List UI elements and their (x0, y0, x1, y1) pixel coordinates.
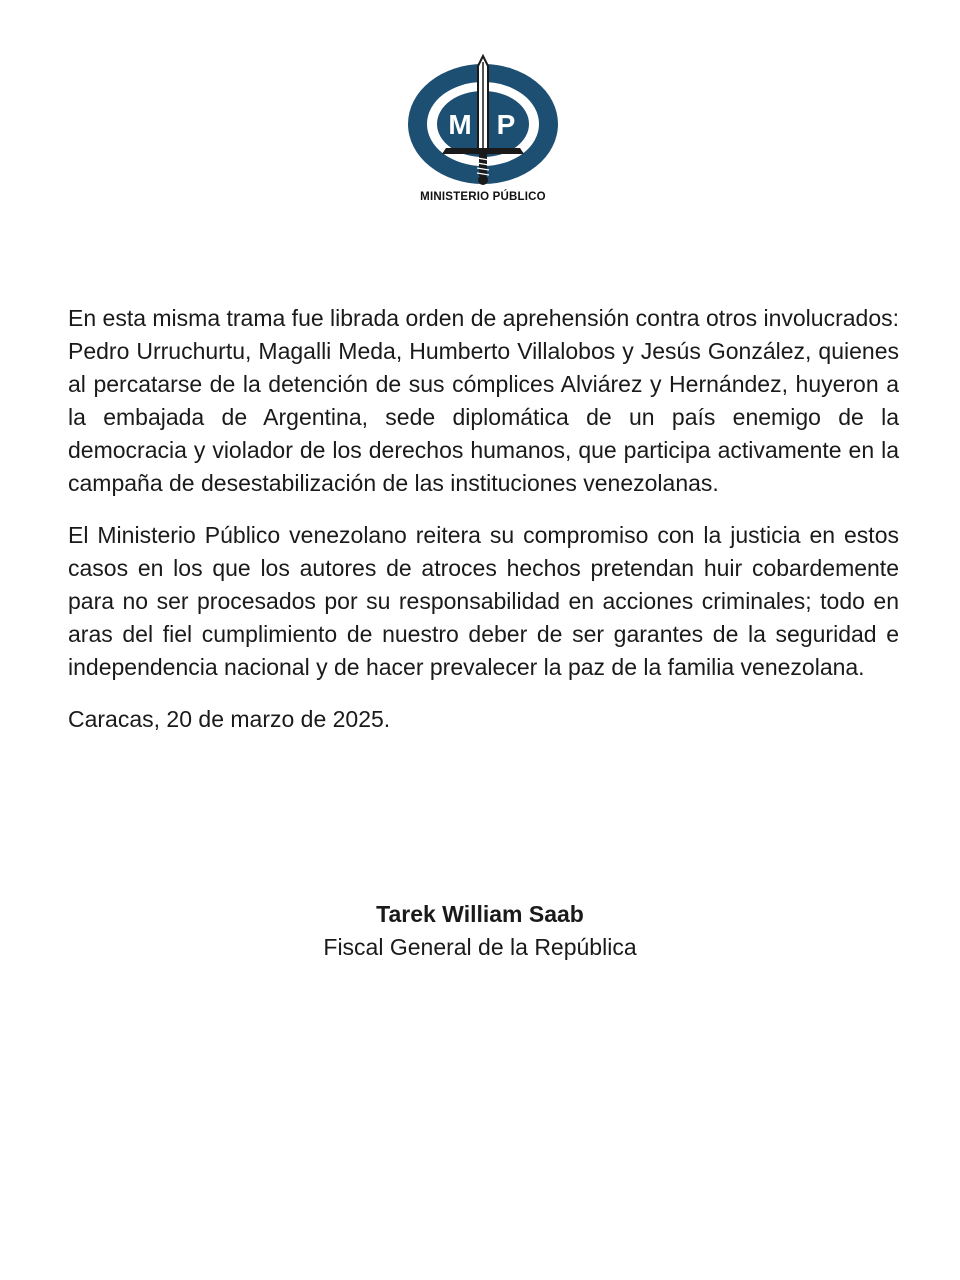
logo-letter-p: P (496, 109, 516, 140)
place-date: Caracas, 20 de marzo de 2025. (68, 706, 391, 732)
institution-name: MINISTERIO PÚBLICO (420, 191, 546, 203)
signatory-name: Tarek William Saab (376, 901, 584, 927)
ministerio-publico-logo (400, 52, 566, 212)
logo-letter-m: M (448, 109, 472, 140)
paragraph-2: El Ministerio Público venezolano reitera su compromiso con la justicia en estos casos en los que los autores de atroces hechos pretendan huir cobardemente para no ser procesados por su responsabilidad en acciones criminales; todo en aras del fiel cumplimiento de nuestro deber de ser garantes de la seguridad e independencia nacional y de hacer prevalecer la paz de la familia venezolana. (68, 522, 899, 680)
mp-emblem-icon (400, 52, 566, 192)
signature-block (0, 898, 960, 964)
statement-body (68, 302, 899, 755)
signatory-title: Fiscal General de la República (323, 934, 637, 960)
paragraph-1: En esta misma trama fue librada orden de aprehensión contra otros involucrados: Pedro Urruchurtu, Magalli Meda, Humberto Villalobos y Jesús González, quienes al percatarse de la detención de sus cómplices Alviárez y Hernández, huyeron a la embajada de Argentina, sede diplomática de un país enemigo de la democracia y violador de los derechos humanos, que participa activamente en la campaña de desestabilización de las instituciones venezolanas. (68, 305, 900, 496)
